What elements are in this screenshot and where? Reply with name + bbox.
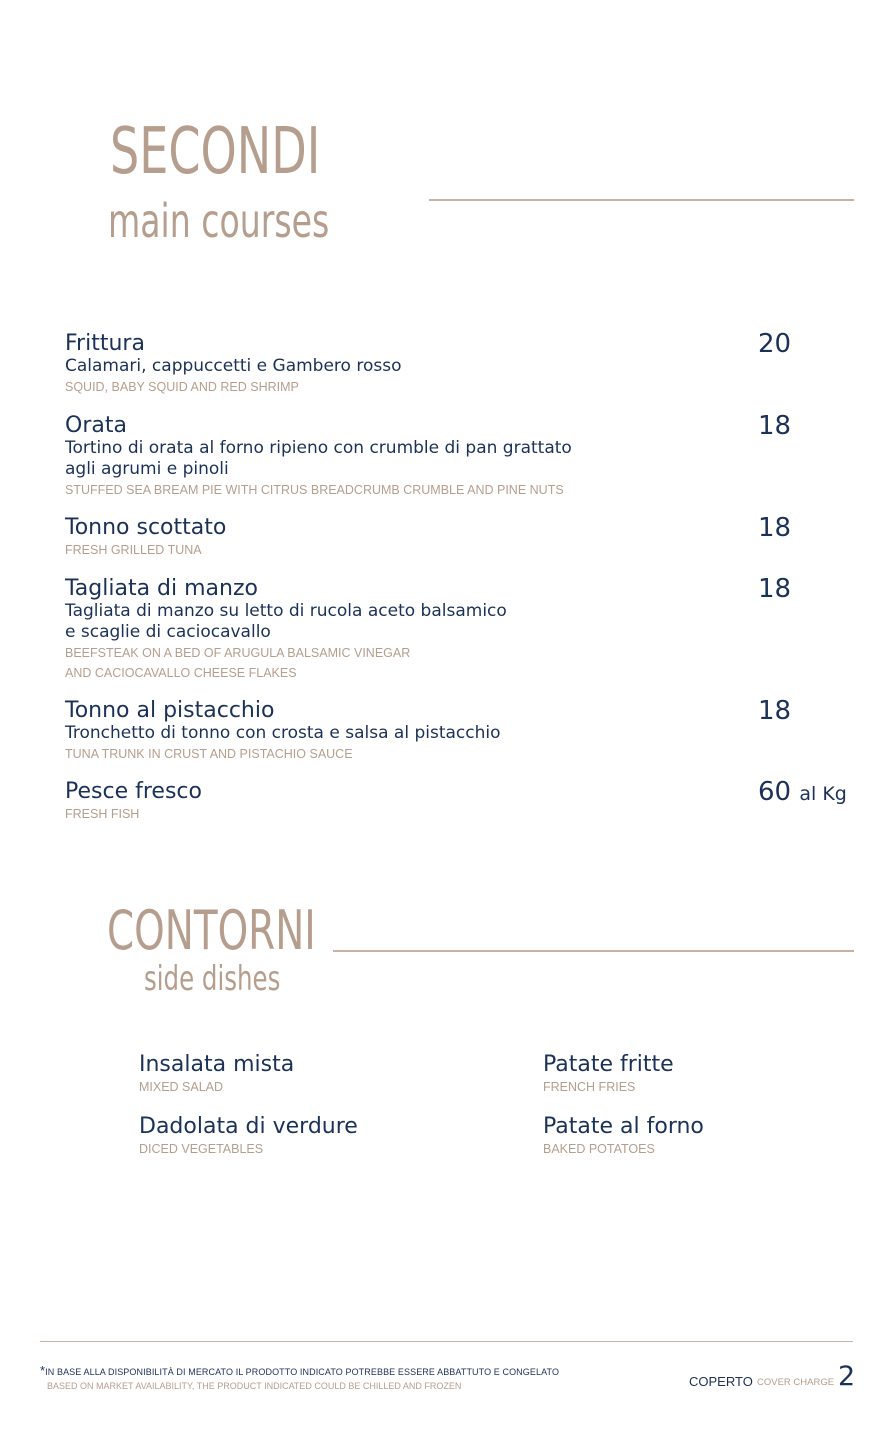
dish-description: Tagliata di manzo su letto di rucola aceto balsamico <box>65 601 507 621</box>
side-english: BAKED POTATOES <box>543 1142 655 1156</box>
side-name: Patate al forno <box>543 1114 704 1139</box>
dish-english: AND CACIOCAVALLO CHEESE FLAKES <box>65 666 297 680</box>
dish-price: 18 <box>758 411 792 441</box>
price-unit: al Kg <box>799 783 847 805</box>
side-item-dadolata-di-verdure <box>139 1114 358 1158</box>
side-item-insalata-mista <box>139 1052 294 1096</box>
dish-price: 18 <box>758 574 792 604</box>
dish-english: STUFFED SEA BREAM PIE WITH CITRUS BREADCRUMB CRUMBLE AND PINE NUTS <box>65 483 564 497</box>
menu-item-tagliata-di-manzo <box>65 577 765 683</box>
dish-price: 18 <box>758 696 792 726</box>
footer-divider <box>40 1341 853 1342</box>
menu-item-tonno-scottato <box>65 516 765 560</box>
dish-description: agli agrumi e pinoli <box>65 459 229 479</box>
dish-price <box>758 778 847 808</box>
dish-english: FRESH GRILLED TUNA <box>65 543 202 557</box>
menu-item-orata <box>65 414 765 500</box>
cover-charge-label: COVER CHARGE <box>757 1377 835 1388</box>
footnote-text-it: IN BASE ALLA DISPONIBILITÀ DI MERCATO IL PRODOTTO INDICATO POTREBBE ESSERE ABBATTUTO E CONGELATO <box>45 1367 560 1377</box>
section-divider <box>429 199 854 201</box>
side-name: Patate fritte <box>543 1052 674 1077</box>
dish-name: Frittura <box>65 331 145 356</box>
section-divider <box>333 950 854 952</box>
section-subtitle-side-dishes: side dishes <box>144 959 281 999</box>
section-title-secondi: SECONDI <box>110 115 321 189</box>
dish-description: Calamari, cappuccetti e Gambero rosso <box>65 356 402 376</box>
dish-name: Tagliata di manzo <box>65 576 258 601</box>
cover-charge-value: 2 <box>838 1361 856 1392</box>
side-name: Dadolata di verdure <box>139 1114 358 1139</box>
dish-name: Orata <box>65 413 127 438</box>
menu-item-pesce-fresco <box>65 780 765 824</box>
footer-note-italian <box>40 1363 559 1378</box>
cover-label: COPERTO <box>689 1374 753 1389</box>
footer-note-english: BASED ON MARKET AVAILABILITY, THE PRODUCT INDICATED COULD BE CHILLED AND FROZEN <box>47 1381 462 1391</box>
side-english: FRENCH FRIES <box>543 1080 636 1094</box>
dish-name: Tonno scottato <box>65 515 227 540</box>
dish-english: TUNA TRUNK IN CRUST AND PISTACHIO SAUCE <box>65 747 353 761</box>
menu-item-frittura <box>65 332 765 397</box>
dish-english: FRESH FISH <box>65 807 140 821</box>
section-title-contorni: CONTORNI <box>107 899 316 962</box>
dish-description: e scaglie di caciocavallo <box>65 622 271 642</box>
side-english: DICED VEGETABLES <box>139 1142 264 1156</box>
dish-english: SQUID, BABY SQUID AND RED SHRIMP <box>65 380 299 394</box>
price-value: 60 <box>758 777 792 807</box>
section-subtitle-main-courses: main courses <box>108 194 330 248</box>
side-item-patate-al-forno <box>543 1114 704 1158</box>
side-name: Insalata mista <box>139 1052 295 1077</box>
menu-item-tonno-al-pistacchio <box>65 699 765 764</box>
dish-english: BEEFSTEAK ON A BED OF ARUGULA BALSAMIC VINEGAR <box>65 646 411 660</box>
dish-description: Tortino di orata al forno ripieno con crumble di pan grattato <box>65 438 572 458</box>
dish-price: 20 <box>758 329 792 359</box>
dish-price: 18 <box>758 513 792 543</box>
dish-description: Tronchetto di tonno con crosta e salsa al pistacchio <box>65 723 501 743</box>
side-english: MIXED SALAD <box>139 1080 224 1094</box>
footnote-star: * <box>40 1363 46 1378</box>
side-item-patate-fritte <box>543 1052 674 1096</box>
dish-name: Pesce fresco <box>65 779 202 804</box>
dish-name: Tonno al pistacchio <box>65 698 275 723</box>
